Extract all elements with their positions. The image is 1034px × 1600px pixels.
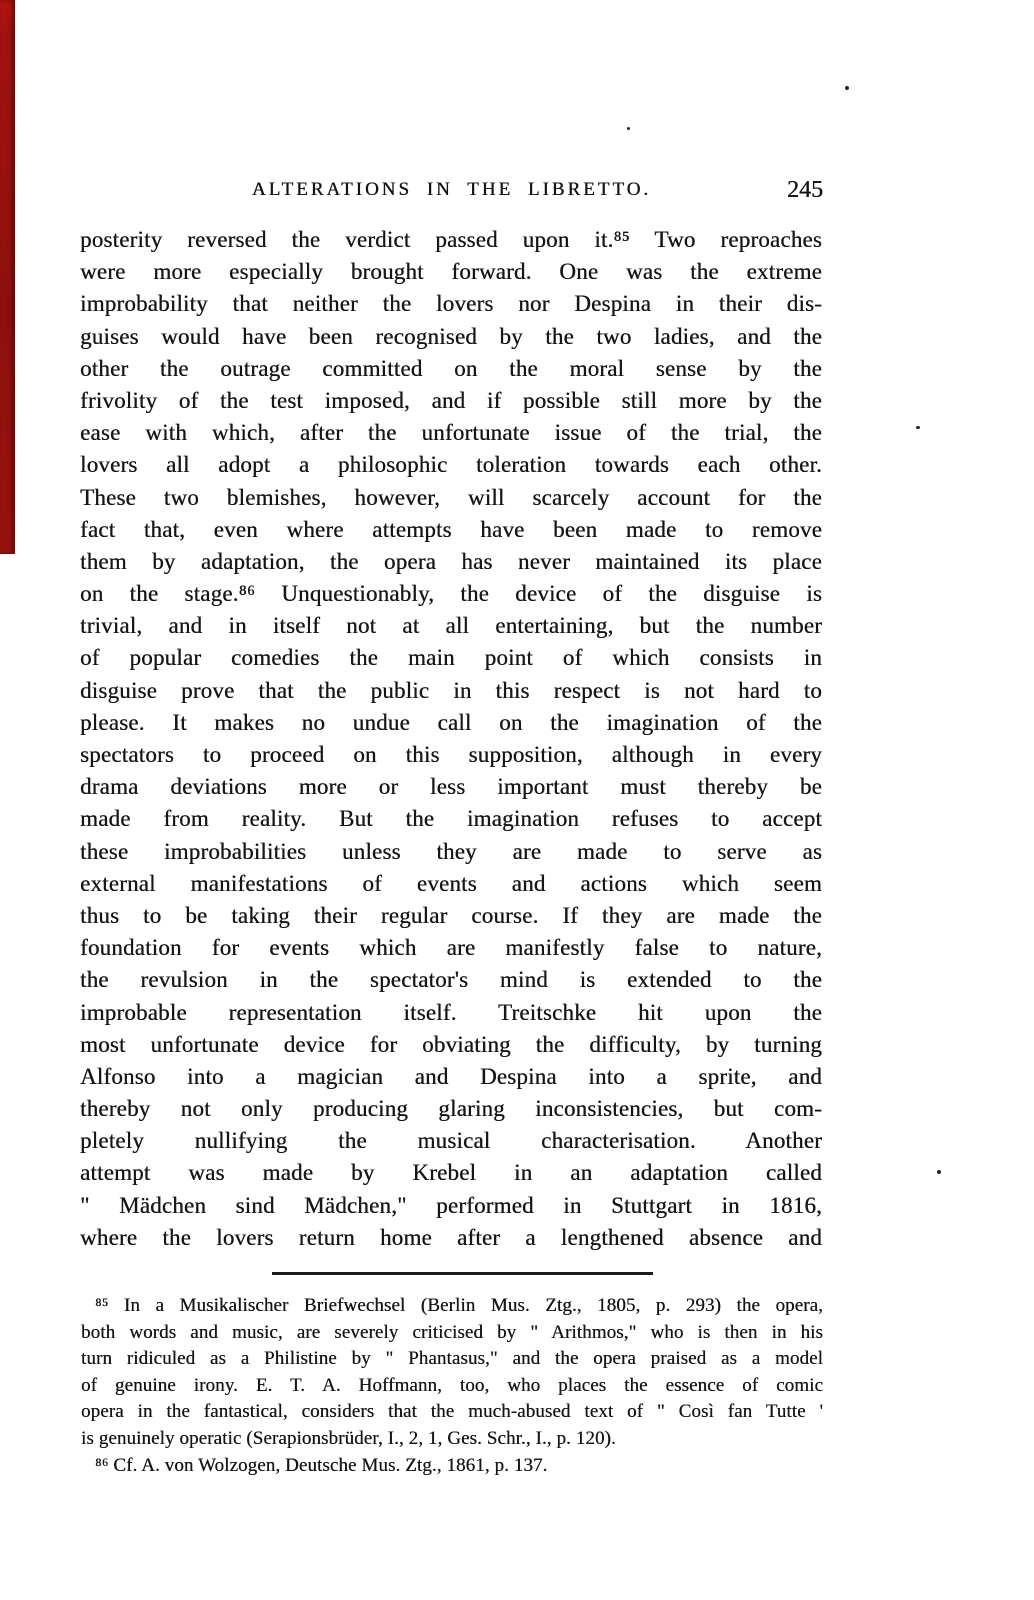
text-line: fact that, even where attempts have been made to remove [80, 516, 822, 542]
text-line: ease with which, after the unfortunate issue of the trial, the [80, 420, 822, 446]
text-line: drama deviations more or less important must thereby be [80, 774, 822, 800]
text-line: where the lovers return home after a lengthened absence and [80, 1224, 822, 1250]
text-line: thus to be taking their regular course. If they are made the [80, 902, 822, 928]
text-line: These two blemishes, however, will scarcely account for the [80, 484, 822, 510]
text-line: improbability that neither the lovers nor Despina in their dis- [80, 291, 822, 317]
text-line: these improbabilities unless they are made to serve as [80, 838, 822, 864]
running-head-title: ALTERATIONS IN THE LIBRETTO. [251, 179, 652, 200]
text-line: lovers all adopt a philosophic toleration towards each other. [80, 452, 822, 478]
footnote-line: of genuine irony. E. T. A. Hoffmann, too, who places the essence of comic [81, 1374, 823, 1396]
text-line: of popular comedies the main point of which consists in [80, 645, 822, 671]
text-line: posterity reversed the verdict passed upon it.⁸⁵ Two reproaches [80, 227, 822, 252]
scan-speck [627, 127, 630, 130]
body-text-block [80, 224, 822, 1254]
book-binding-edge [0, 0, 15, 554]
text-line: made from reality. But the imagination refuses to accept [80, 806, 822, 832]
text-line: disguise prove that the public in this respect is not hard to [80, 677, 822, 703]
page-number: 245 [787, 177, 823, 203]
footnote-line: ⁸⁶ Cf. A. von Wolzogen, Deutsche Mus. Ztg., 1861, p. 137. [95, 1454, 548, 1476]
scan-speck [845, 86, 849, 90]
page-header [80, 176, 823, 206]
footnotes-block [81, 1293, 823, 1479]
footnote-line: ⁸⁵ In a Musikalischer Briefwechsel (Berlin Mus. Ztg., 1805, p. 293) the opera, [95, 1295, 823, 1316]
footnote-line: opera in the fantastical, considers that the much-abused text of " Così fan Tutte ' [81, 1401, 823, 1423]
text-line: other the outrage committed on the moral sense by the [80, 355, 822, 381]
text-line: most unfortunate device for obviating the difficulty, by turning [80, 1031, 822, 1057]
text-line: guises would have been recognised by the two ladies, and the [80, 323, 822, 349]
text-line: attempt was made by Krebel in an adaptation called [80, 1160, 822, 1186]
scan-speck [916, 426, 920, 429]
footnote-separator-rule [272, 1272, 653, 1275]
text-line: thereby not only producing glaring inconsistencies, but com- [80, 1096, 822, 1122]
text-line: trivial, and in itself not at all entertaining, but the number [80, 613, 822, 639]
text-line: spectators to proceed on this supposition, although in every [80, 742, 822, 767]
text-line: frivolity of the test imposed, and if possible still more by the [80, 387, 822, 413]
text-line: foundation for events which are manifestly false to nature, [80, 935, 822, 961]
text-line: " Mädchen sind Mädchen," performed in Stuttgart in 1816, [80, 1192, 822, 1218]
text-line: external manifestations of events and actions which seem [80, 870, 822, 896]
text-line: the revulsion in the spectator's mind is extended to the [80, 967, 822, 993]
text-line: improbable representation itself. Treitschke hit upon the [80, 999, 822, 1025]
text-line: on the stage.⁸⁶ Unquestionably, the device of the disguise is [80, 581, 822, 607]
text-line: were more especially brought forward. One was the extreme [80, 259, 822, 285]
scan-speck [937, 1170, 941, 1174]
text-line: Alfonso into a magician and Despina into a sprite, and [80, 1063, 822, 1089]
footnote-line: turn ridiculed as a Philistine by " Phantasus," and the opera praised as a model [81, 1348, 823, 1370]
text-line: them by adaptation, the opera has never maintained its place [80, 548, 822, 574]
text-line: please. It makes no undue call on the imagination of the [80, 709, 822, 735]
footnote-line: is genuinely operatic (Serapionsbrüder, I., 2, 1, Ges. Schr., I., p. 120). [81, 1427, 616, 1449]
footnote-line: both words and music, are severely criticised by " Arithmos," who is then in his [81, 1321, 823, 1343]
text-line: pletely nullifying the musical characterisation. Another [80, 1128, 822, 1154]
